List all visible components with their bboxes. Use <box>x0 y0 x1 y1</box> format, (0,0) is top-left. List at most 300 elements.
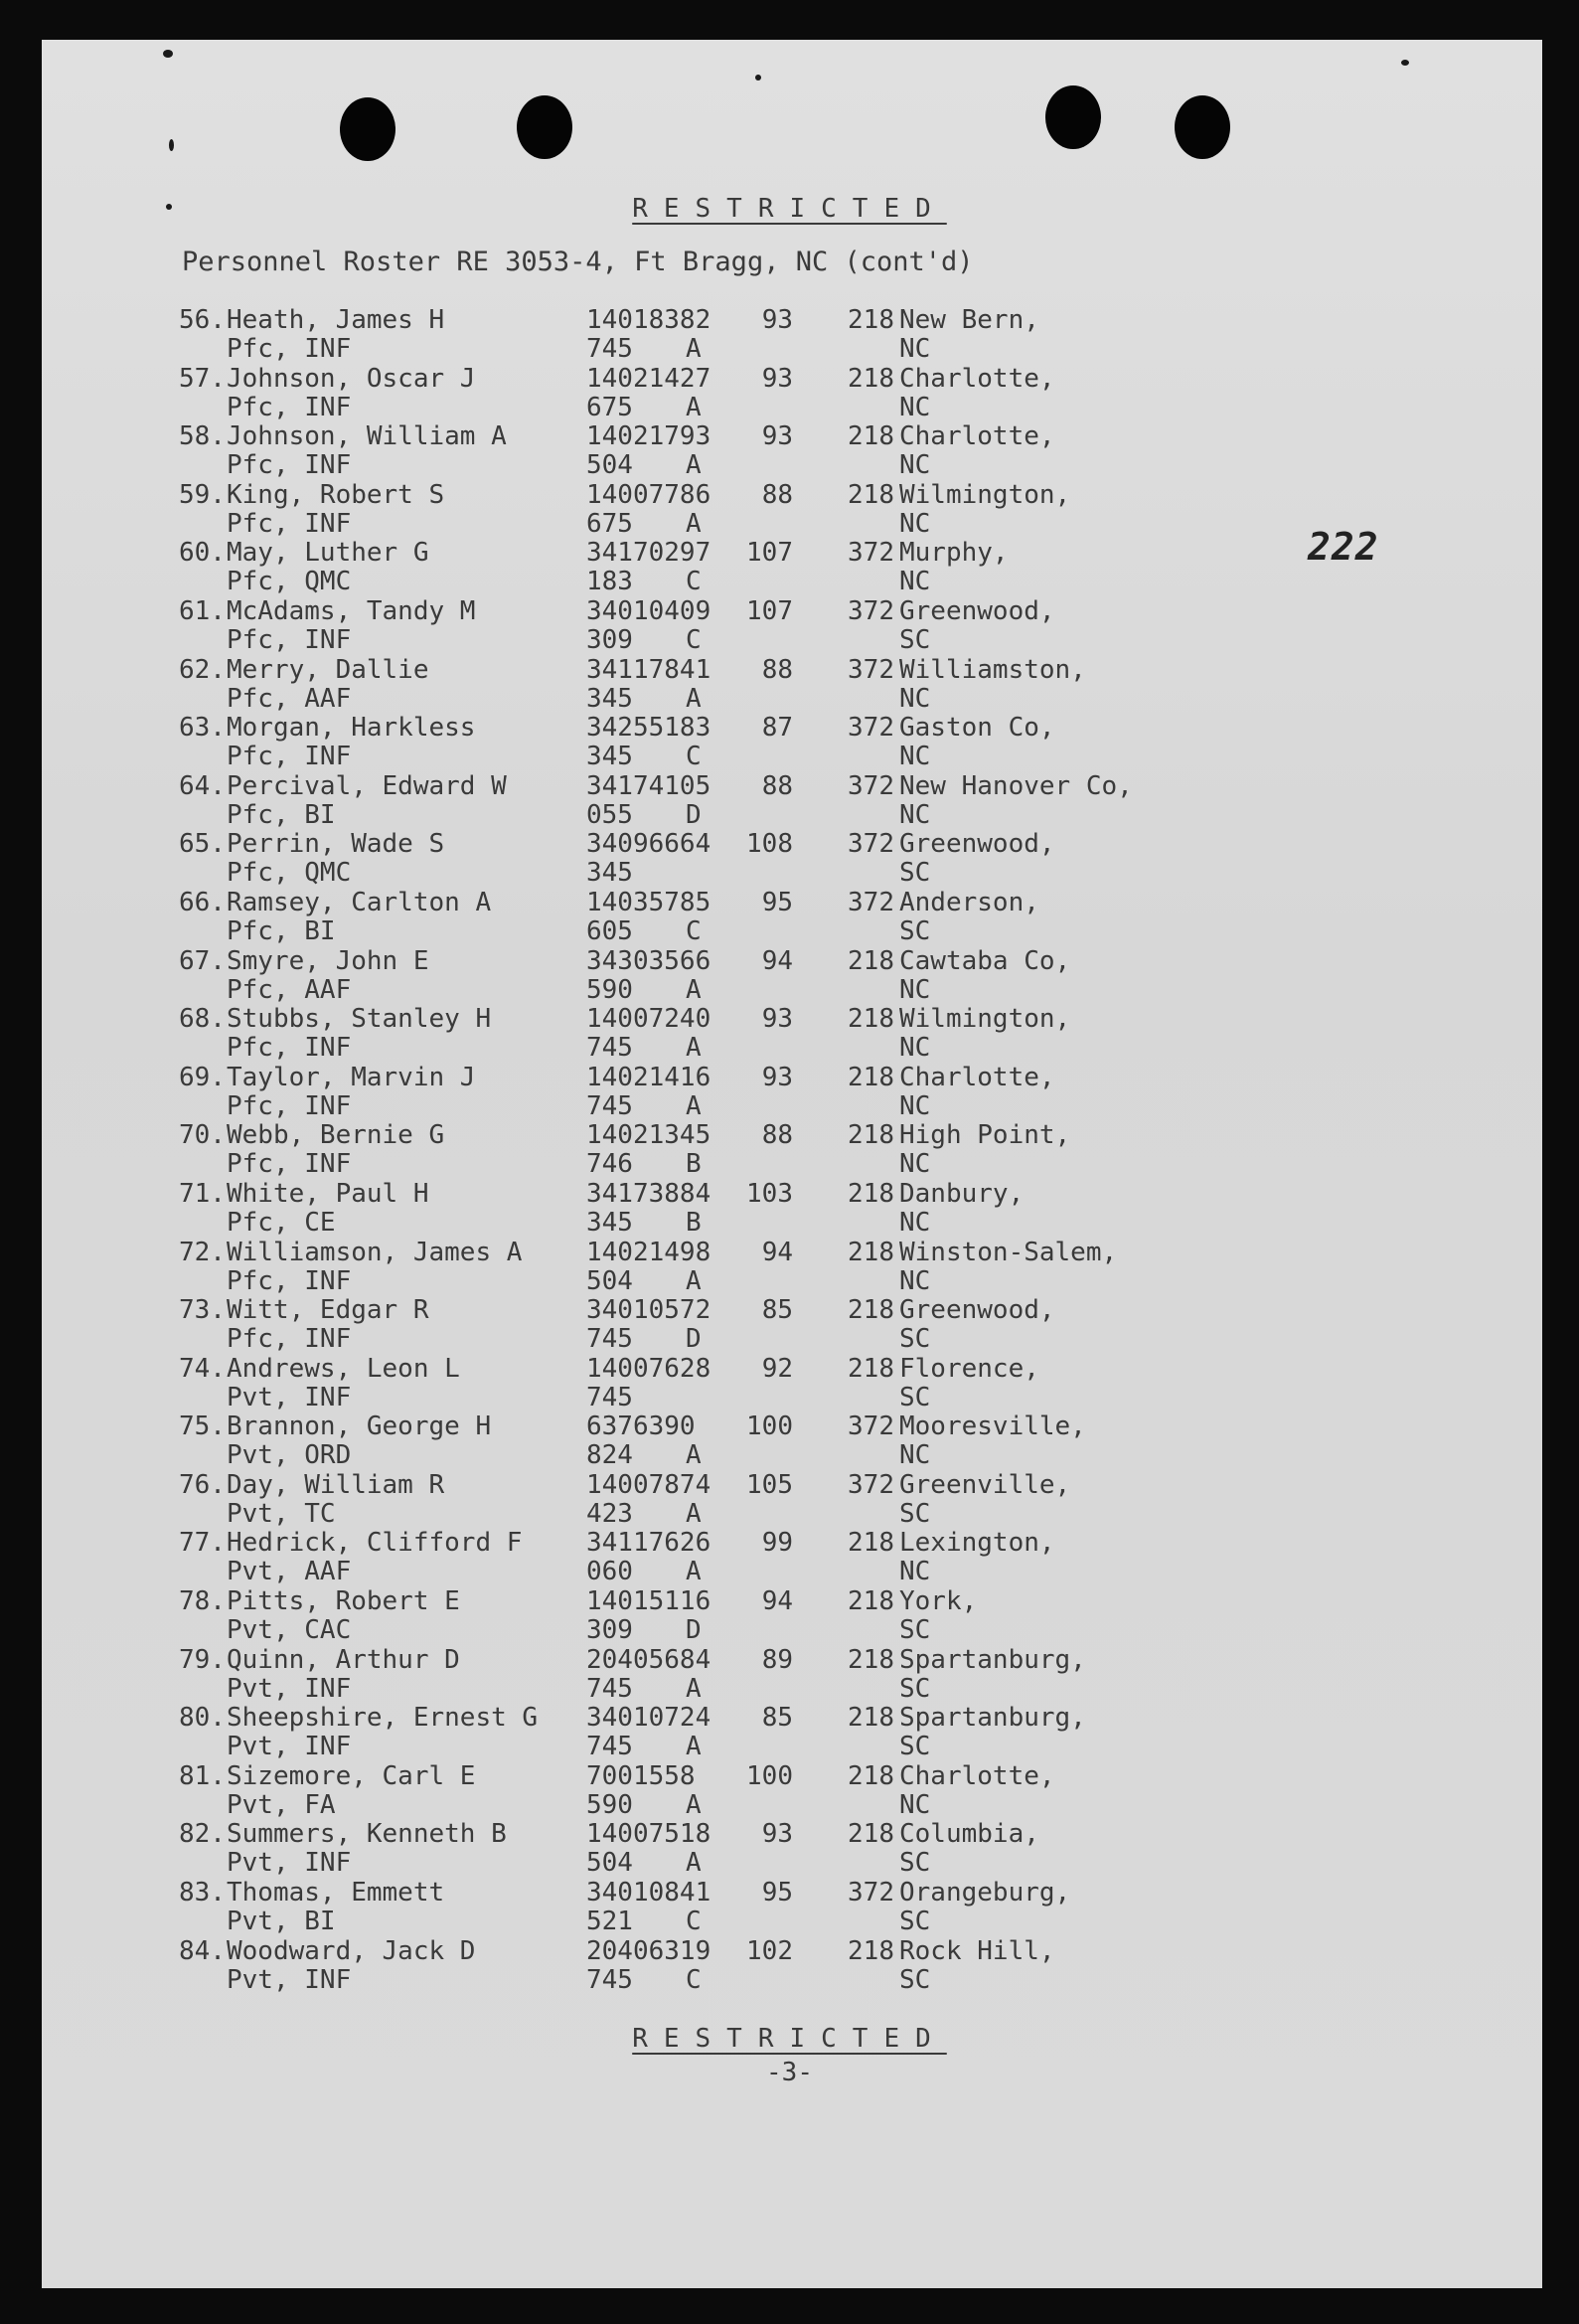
entry-state: NC <box>899 974 931 1005</box>
entry-name: King, Robert S <box>227 479 445 510</box>
entry-number: 66. <box>179 887 226 917</box>
entry-state: NC <box>899 799 931 830</box>
entry-serial-number: 34010409 <box>586 595 711 626</box>
entry-serial-number: 34255183 <box>586 713 711 744</box>
entry-score-2: 218 <box>848 1178 894 1209</box>
entry-score-1: 107 <box>746 538 793 569</box>
entry-state: SC <box>899 1673 931 1704</box>
entry-serial-number: 20406319 <box>586 1935 711 1966</box>
entry-city: Rock Hill, <box>899 1935 1055 1966</box>
entry-rank-branch: Pfc, CE <box>227 1207 336 1238</box>
entry-code: 345 <box>586 858 633 889</box>
entry-score-2: 218 <box>848 1004 894 1035</box>
roster-entry <box>0 1529 1579 1587</box>
roster-entry <box>0 1646 1579 1705</box>
entry-state: NC <box>899 450 931 481</box>
entry-state: SC <box>899 1382 931 1412</box>
ink-speck <box>163 50 173 58</box>
entry-serial-number: 14021345 <box>586 1120 711 1151</box>
roster-entry <box>0 830 1579 889</box>
entry-score-2: 372 <box>848 887 894 917</box>
entry-code: 060 <box>586 1557 633 1587</box>
entry-state: NC <box>899 567 931 597</box>
entry-state: SC <box>899 915 931 946</box>
entry-serial-number: 34010841 <box>586 1878 711 1909</box>
entry-city: Charlotte, <box>899 1062 1055 1092</box>
roster-entry <box>0 1412 1579 1471</box>
entry-number: 70. <box>179 1120 226 1151</box>
entry-score-1: 87 <box>761 713 793 744</box>
entry-score-2: 218 <box>848 1703 894 1734</box>
entry-company: A <box>686 1498 702 1529</box>
entry-state: SC <box>899 1964 931 1995</box>
entry-score-2: 218 <box>848 1586 894 1617</box>
ink-speck <box>755 75 761 81</box>
entry-serial-number: 14007628 <box>586 1353 711 1384</box>
entry-company: C <box>686 1964 702 1995</box>
roster-heading: Personnel Roster RE 3053-4, Ft Bragg, NC (cont'd) <box>182 247 974 277</box>
entry-score-1: 93 <box>761 1004 793 1035</box>
entry-name: Sheepshire, Ernest G <box>227 1703 539 1734</box>
entry-state: SC <box>899 1848 931 1879</box>
entry-score-2: 218 <box>848 1935 894 1966</box>
entry-score-2: 372 <box>848 595 894 626</box>
entry-name: Johnson, Oscar J <box>227 363 476 394</box>
entry-number: 75. <box>179 1411 226 1442</box>
entry-city: Florence, <box>899 1353 1039 1384</box>
entry-name: Smyre, John E <box>227 945 429 976</box>
entry-number: 81. <box>179 1760 226 1791</box>
entry-company: A <box>686 1265 702 1296</box>
entry-serial-number: 14035785 <box>586 887 711 917</box>
entry-number: 72. <box>179 1237 226 1267</box>
entry-city: Columbia, <box>899 1819 1039 1850</box>
entry-score-2: 372 <box>848 1469 894 1500</box>
entry-serial-number: 14015116 <box>586 1586 711 1617</box>
entry-state: NC <box>899 508 931 539</box>
entry-score-1: 95 <box>761 1878 793 1909</box>
entry-score-1: 88 <box>761 654 793 685</box>
entry-score-1: 88 <box>761 1120 793 1151</box>
entry-score-1: 94 <box>761 1237 793 1267</box>
roster-entry <box>0 1005 1579 1064</box>
entry-name: Day, William R <box>227 1469 445 1500</box>
entry-score-2: 218 <box>848 421 894 452</box>
entry-company: A <box>686 508 702 539</box>
entry-serial-number: 34096664 <box>586 829 711 860</box>
entry-serial-number: 34010724 <box>586 1703 711 1734</box>
entry-serial-number: 34174105 <box>586 770 711 801</box>
entry-score-1: 94 <box>761 1586 793 1617</box>
entry-code: 824 <box>586 1440 633 1471</box>
entry-name: Summers, Kenneth B <box>227 1819 507 1850</box>
entry-serial-number: 34010572 <box>586 1295 711 1326</box>
entry-rank-branch: Pfc, AAF <box>227 683 352 714</box>
entry-name: Webb, Bernie G <box>227 1120 445 1151</box>
entry-score-2: 218 <box>848 1295 894 1326</box>
entry-city: Orangeburg, <box>899 1878 1071 1909</box>
entry-score-1: 93 <box>761 1819 793 1850</box>
roster-entry <box>0 422 1579 481</box>
entry-code: 345 <box>586 742 633 772</box>
entry-score-1: 92 <box>761 1353 793 1384</box>
entry-name: Andrews, Leon L <box>227 1353 460 1384</box>
entry-number: 56. <box>179 305 226 335</box>
punch-hole <box>517 95 572 159</box>
entry-score-1: 107 <box>746 595 793 626</box>
entry-number: 71. <box>179 1178 226 1209</box>
entry-company: A <box>686 334 702 364</box>
entry-city: Murphy, <box>899 538 1009 569</box>
entry-state: SC <box>899 1907 931 1937</box>
roster-entry <box>0 365 1579 423</box>
entry-city: Greenville, <box>899 1469 1071 1500</box>
entry-rank-branch: Pfc, INF <box>227 624 352 655</box>
entry-city: Greenwood, <box>899 829 1055 860</box>
entry-serial-number: 14021498 <box>586 1237 711 1267</box>
entry-score-1: 103 <box>746 1178 793 1209</box>
entry-name: McAdams, Tandy M <box>227 595 476 626</box>
roster-entry <box>0 1296 1579 1355</box>
entry-serial-number: 34170297 <box>586 538 711 569</box>
roster-entry <box>0 1879 1579 1937</box>
entry-name: Williamson, James A <box>227 1237 523 1267</box>
roster-entry <box>0 1704 1579 1762</box>
roster-table <box>0 306 1579 1995</box>
entry-city: New Bern, <box>899 305 1039 335</box>
entry-serial-number: 14021416 <box>586 1062 711 1092</box>
roster-entry <box>0 714 1579 772</box>
entry-state: SC <box>899 1732 931 1762</box>
entry-score-2: 218 <box>848 1062 894 1092</box>
entry-code: 745 <box>586 1033 633 1064</box>
entry-city: Wilmington, <box>899 1004 1071 1035</box>
entry-city: Williamston, <box>899 654 1086 685</box>
entry-state: NC <box>899 1090 931 1121</box>
entry-rank-branch: Pfc, QMC <box>227 858 352 889</box>
entry-score-2: 218 <box>848 1528 894 1559</box>
entry-serial-number: 14018382 <box>586 305 711 335</box>
entry-code: 504 <box>586 450 633 481</box>
entry-rank-branch: Pfc, INF <box>227 450 352 481</box>
entry-code: 605 <box>586 915 633 946</box>
entry-score-2: 218 <box>848 305 894 335</box>
entry-rank-branch: Pfc, BI <box>227 915 336 946</box>
entry-score-1: 108 <box>746 829 793 860</box>
roster-entry <box>0 539 1579 597</box>
entry-company: A <box>686 1033 702 1064</box>
entry-code: 745 <box>586 334 633 364</box>
entry-score-1: 102 <box>746 1935 793 1966</box>
entry-company: A <box>686 1090 702 1121</box>
entry-number: 58. <box>179 421 226 452</box>
entry-code: 055 <box>586 799 633 830</box>
entry-code: 504 <box>586 1265 633 1296</box>
entry-rank-branch: Pfc, INF <box>227 1149 352 1180</box>
entry-code: 423 <box>586 1498 633 1529</box>
entry-serial-number: 34173884 <box>586 1178 711 1209</box>
roster-entry <box>0 1471 1579 1530</box>
entry-city: Winston-Salem, <box>899 1237 1118 1267</box>
entry-score-1: 85 <box>761 1295 793 1326</box>
entry-serial-number: 14021427 <box>586 363 711 394</box>
classification-bottom: RESTRICTED <box>632 2024 947 2054</box>
roster-entry <box>0 889 1579 947</box>
entry-state: NC <box>899 1207 931 1238</box>
entry-score-2: 218 <box>848 1353 894 1384</box>
entry-serial-number: 20405684 <box>586 1644 711 1675</box>
entry-code: 590 <box>586 974 633 1005</box>
entry-state: NC <box>899 742 931 772</box>
entry-score-1: 95 <box>761 887 793 917</box>
entry-serial-number: 14021793 <box>586 421 711 452</box>
entry-city: Charlotte, <box>899 363 1055 394</box>
entry-score-2: 218 <box>848 1120 894 1151</box>
entry-rank-branch: Pvt, INF <box>227 1848 352 1879</box>
entry-code: 183 <box>586 567 633 597</box>
entry-city: New Hanover Co, <box>899 770 1133 801</box>
entry-state: NC <box>899 1149 931 1180</box>
entry-company: A <box>686 1789 702 1820</box>
entry-score-1: 93 <box>761 1062 793 1092</box>
ink-speck <box>1401 60 1409 66</box>
entry-number: 62. <box>179 654 226 685</box>
entry-company: A <box>686 1557 702 1587</box>
entry-score-2: 372 <box>848 538 894 569</box>
entry-state: SC <box>899 1324 931 1355</box>
entry-rank-branch: Pfc, INF <box>227 334 352 364</box>
entry-score-2: 218 <box>848 479 894 510</box>
entry-number: 61. <box>179 595 226 626</box>
entry-serial-number: 14007240 <box>586 1004 711 1035</box>
entry-code: 309 <box>586 624 633 655</box>
entry-company: D <box>686 799 702 830</box>
entry-rank-branch: Pfc, INF <box>227 1033 352 1064</box>
entry-state: NC <box>899 1440 931 1471</box>
entry-company: A <box>686 1440 702 1471</box>
entry-city: Anderson, <box>899 887 1039 917</box>
entry-rank-branch: Pfc, INF <box>227 508 352 539</box>
entry-city: Gaston Co, <box>899 713 1055 744</box>
entry-number: 57. <box>179 363 226 394</box>
entry-rank-branch: Pfc, INF <box>227 1265 352 1296</box>
roster-entry <box>0 1064 1579 1122</box>
entry-name: Heath, James H <box>227 305 445 335</box>
entry-rank-branch: Pvt, INF <box>227 1382 352 1412</box>
entry-state: NC <box>899 334 931 364</box>
entry-state: NC <box>899 392 931 422</box>
entry-rank-branch: Pfc, QMC <box>227 567 352 597</box>
entry-rank-branch: Pfc, INF <box>227 1324 352 1355</box>
entry-serial-number: 34117841 <box>586 654 711 685</box>
entry-score-1: 94 <box>761 945 793 976</box>
entry-company: C <box>686 742 702 772</box>
entry-score-1: 99 <box>761 1528 793 1559</box>
entry-city: Mooresville, <box>899 1411 1086 1442</box>
entry-city: Greenwood, <box>899 595 1055 626</box>
entry-company: A <box>686 974 702 1005</box>
entry-code: 745 <box>586 1964 633 1995</box>
entry-code: 675 <box>586 508 633 539</box>
entry-state: SC <box>899 858 931 889</box>
entry-rank-branch: Pvt, BI <box>227 1907 336 1937</box>
entry-state: SC <box>899 624 931 655</box>
entry-score-1: 88 <box>761 770 793 801</box>
roster-entry <box>0 306 1579 365</box>
entry-score-1: 88 <box>761 479 793 510</box>
entry-name: Witt, Edgar R <box>227 1295 429 1326</box>
punch-hole <box>1175 95 1230 159</box>
classification-top: RESTRICTED <box>632 194 947 224</box>
entry-serial-number: 7001558 <box>586 1760 696 1791</box>
entry-number: 78. <box>179 1586 226 1617</box>
entry-code: 345 <box>586 1207 633 1238</box>
entry-city: Greenwood, <box>899 1295 1055 1326</box>
entry-score-1: 85 <box>761 1703 793 1734</box>
entry-city: York, <box>899 1586 978 1617</box>
entry-rank-branch: Pvt, TC <box>227 1498 336 1529</box>
entry-rank-branch: Pvt, FA <box>227 1789 336 1820</box>
entry-name: Pitts, Robert E <box>227 1586 460 1617</box>
entry-state: SC <box>899 1615 931 1646</box>
entry-score-2: 372 <box>848 829 894 860</box>
entry-number: 80. <box>179 1703 226 1734</box>
entry-code: 675 <box>586 392 633 422</box>
entry-score-1: 93 <box>761 421 793 452</box>
roster-entry <box>0 1180 1579 1239</box>
entry-number: 73. <box>179 1295 226 1326</box>
entry-company: A <box>686 450 702 481</box>
entry-state: NC <box>899 1789 931 1820</box>
entry-rank-branch: Pvt, CAC <box>227 1615 352 1646</box>
entry-company: A <box>686 683 702 714</box>
entry-score-2: 372 <box>848 1411 894 1442</box>
entry-rank-branch: Pfc, INF <box>227 1090 352 1121</box>
entry-city: High Point, <box>899 1120 1071 1151</box>
entry-company: C <box>686 915 702 946</box>
entry-score-2: 372 <box>848 713 894 744</box>
entry-name: Sizemore, Carl E <box>227 1760 476 1791</box>
margin-number: 222 <box>1308 525 1379 569</box>
entry-score-1: 93 <box>761 363 793 394</box>
entry-rank-branch: Pvt, ORD <box>227 1440 352 1471</box>
entry-serial-number: 6376390 <box>586 1411 696 1442</box>
entry-name: Hedrick, Clifford F <box>227 1528 523 1559</box>
entry-serial-number: 14007874 <box>586 1469 711 1500</box>
entry-city: Danbury, <box>899 1178 1025 1209</box>
entry-number: 84. <box>179 1935 226 1966</box>
punch-hole <box>340 97 395 161</box>
entry-rank-branch: Pvt, AAF <box>227 1557 352 1587</box>
entry-number: 63. <box>179 713 226 744</box>
entry-score-2: 218 <box>848 1819 894 1850</box>
entry-number: 59. <box>179 479 226 510</box>
entry-number: 83. <box>179 1878 226 1909</box>
entry-serial-number: 34303566 <box>586 945 711 976</box>
roster-entry <box>0 1121 1579 1180</box>
entry-name: Thomas, Emmett <box>227 1878 445 1909</box>
entry-score-2: 218 <box>848 1644 894 1675</box>
entry-number: 76. <box>179 1469 226 1500</box>
entry-rank-branch: Pvt, INF <box>227 1673 352 1704</box>
entry-score-2: 372 <box>848 1878 894 1909</box>
entry-city: Cawtaba Co, <box>899 945 1071 976</box>
ink-speck <box>169 139 174 151</box>
entry-score-2: 372 <box>848 770 894 801</box>
entry-rank-branch: Pfc, INF <box>227 742 352 772</box>
entry-city: Charlotte, <box>899 421 1055 452</box>
entry-company: C <box>686 567 702 597</box>
entry-rank-branch: Pfc, INF <box>227 392 352 422</box>
entry-name: White, Paul H <box>227 1178 429 1209</box>
entry-number: 74. <box>179 1353 226 1384</box>
entry-company: B <box>686 1207 702 1238</box>
punch-hole <box>1045 85 1101 149</box>
entry-state: NC <box>899 1265 931 1296</box>
entry-code: 745 <box>586 1324 633 1355</box>
entry-name: Taylor, Marvin J <box>227 1062 476 1092</box>
entry-number: 60. <box>179 538 226 569</box>
entry-company: A <box>686 1732 702 1762</box>
entry-score-2: 218 <box>848 1237 894 1267</box>
roster-entry <box>0 481 1579 540</box>
entry-code: 309 <box>586 1615 633 1646</box>
roster-entry <box>0 1239 1579 1297</box>
entry-number: 69. <box>179 1062 226 1092</box>
entry-company: C <box>686 624 702 655</box>
entry-score-1: 93 <box>761 305 793 335</box>
roster-entry <box>0 597 1579 656</box>
entry-rank-branch: Pvt, INF <box>227 1732 352 1762</box>
entry-score-2: 218 <box>848 1760 894 1791</box>
entry-score-1: 105 <box>746 1469 793 1500</box>
roster-entry <box>0 947 1579 1006</box>
roster-entry <box>0 1937 1579 1996</box>
entry-company: A <box>686 1673 702 1704</box>
entry-score-1: 89 <box>761 1644 793 1675</box>
roster-entry <box>0 656 1579 715</box>
entry-company: D <box>686 1615 702 1646</box>
entry-number: 77. <box>179 1528 226 1559</box>
page-number: -3- <box>766 2058 813 2087</box>
entry-city: Charlotte, <box>899 1760 1055 1791</box>
entry-company: A <box>686 1848 702 1879</box>
entry-city: Spartanburg, <box>899 1644 1086 1675</box>
entry-code: 746 <box>586 1149 633 1180</box>
entry-name: Percival, Edward W <box>227 770 507 801</box>
entry-number: 64. <box>179 770 226 801</box>
entry-company: D <box>686 1324 702 1355</box>
entry-number: 82. <box>179 1819 226 1850</box>
entry-rank-branch: Pfc, BI <box>227 799 336 830</box>
entry-state: NC <box>899 1557 931 1587</box>
entry-number: 67. <box>179 945 226 976</box>
entry-city: Spartanburg, <box>899 1703 1086 1734</box>
roster-entry <box>0 1587 1579 1646</box>
entry-state: NC <box>899 1033 931 1064</box>
entry-serial-number: 34117626 <box>586 1528 711 1559</box>
entry-company: A <box>686 392 702 422</box>
entry-name: Morgan, Harkless <box>227 713 476 744</box>
entry-score-1: 100 <box>746 1411 793 1442</box>
entry-code: 745 <box>586 1732 633 1762</box>
entry-code: 345 <box>586 683 633 714</box>
entry-state: SC <box>899 1498 931 1529</box>
entry-number: 79. <box>179 1644 226 1675</box>
entry-name: Perrin, Wade S <box>227 829 445 860</box>
entry-company: B <box>686 1149 702 1180</box>
entry-code: 521 <box>586 1907 633 1937</box>
